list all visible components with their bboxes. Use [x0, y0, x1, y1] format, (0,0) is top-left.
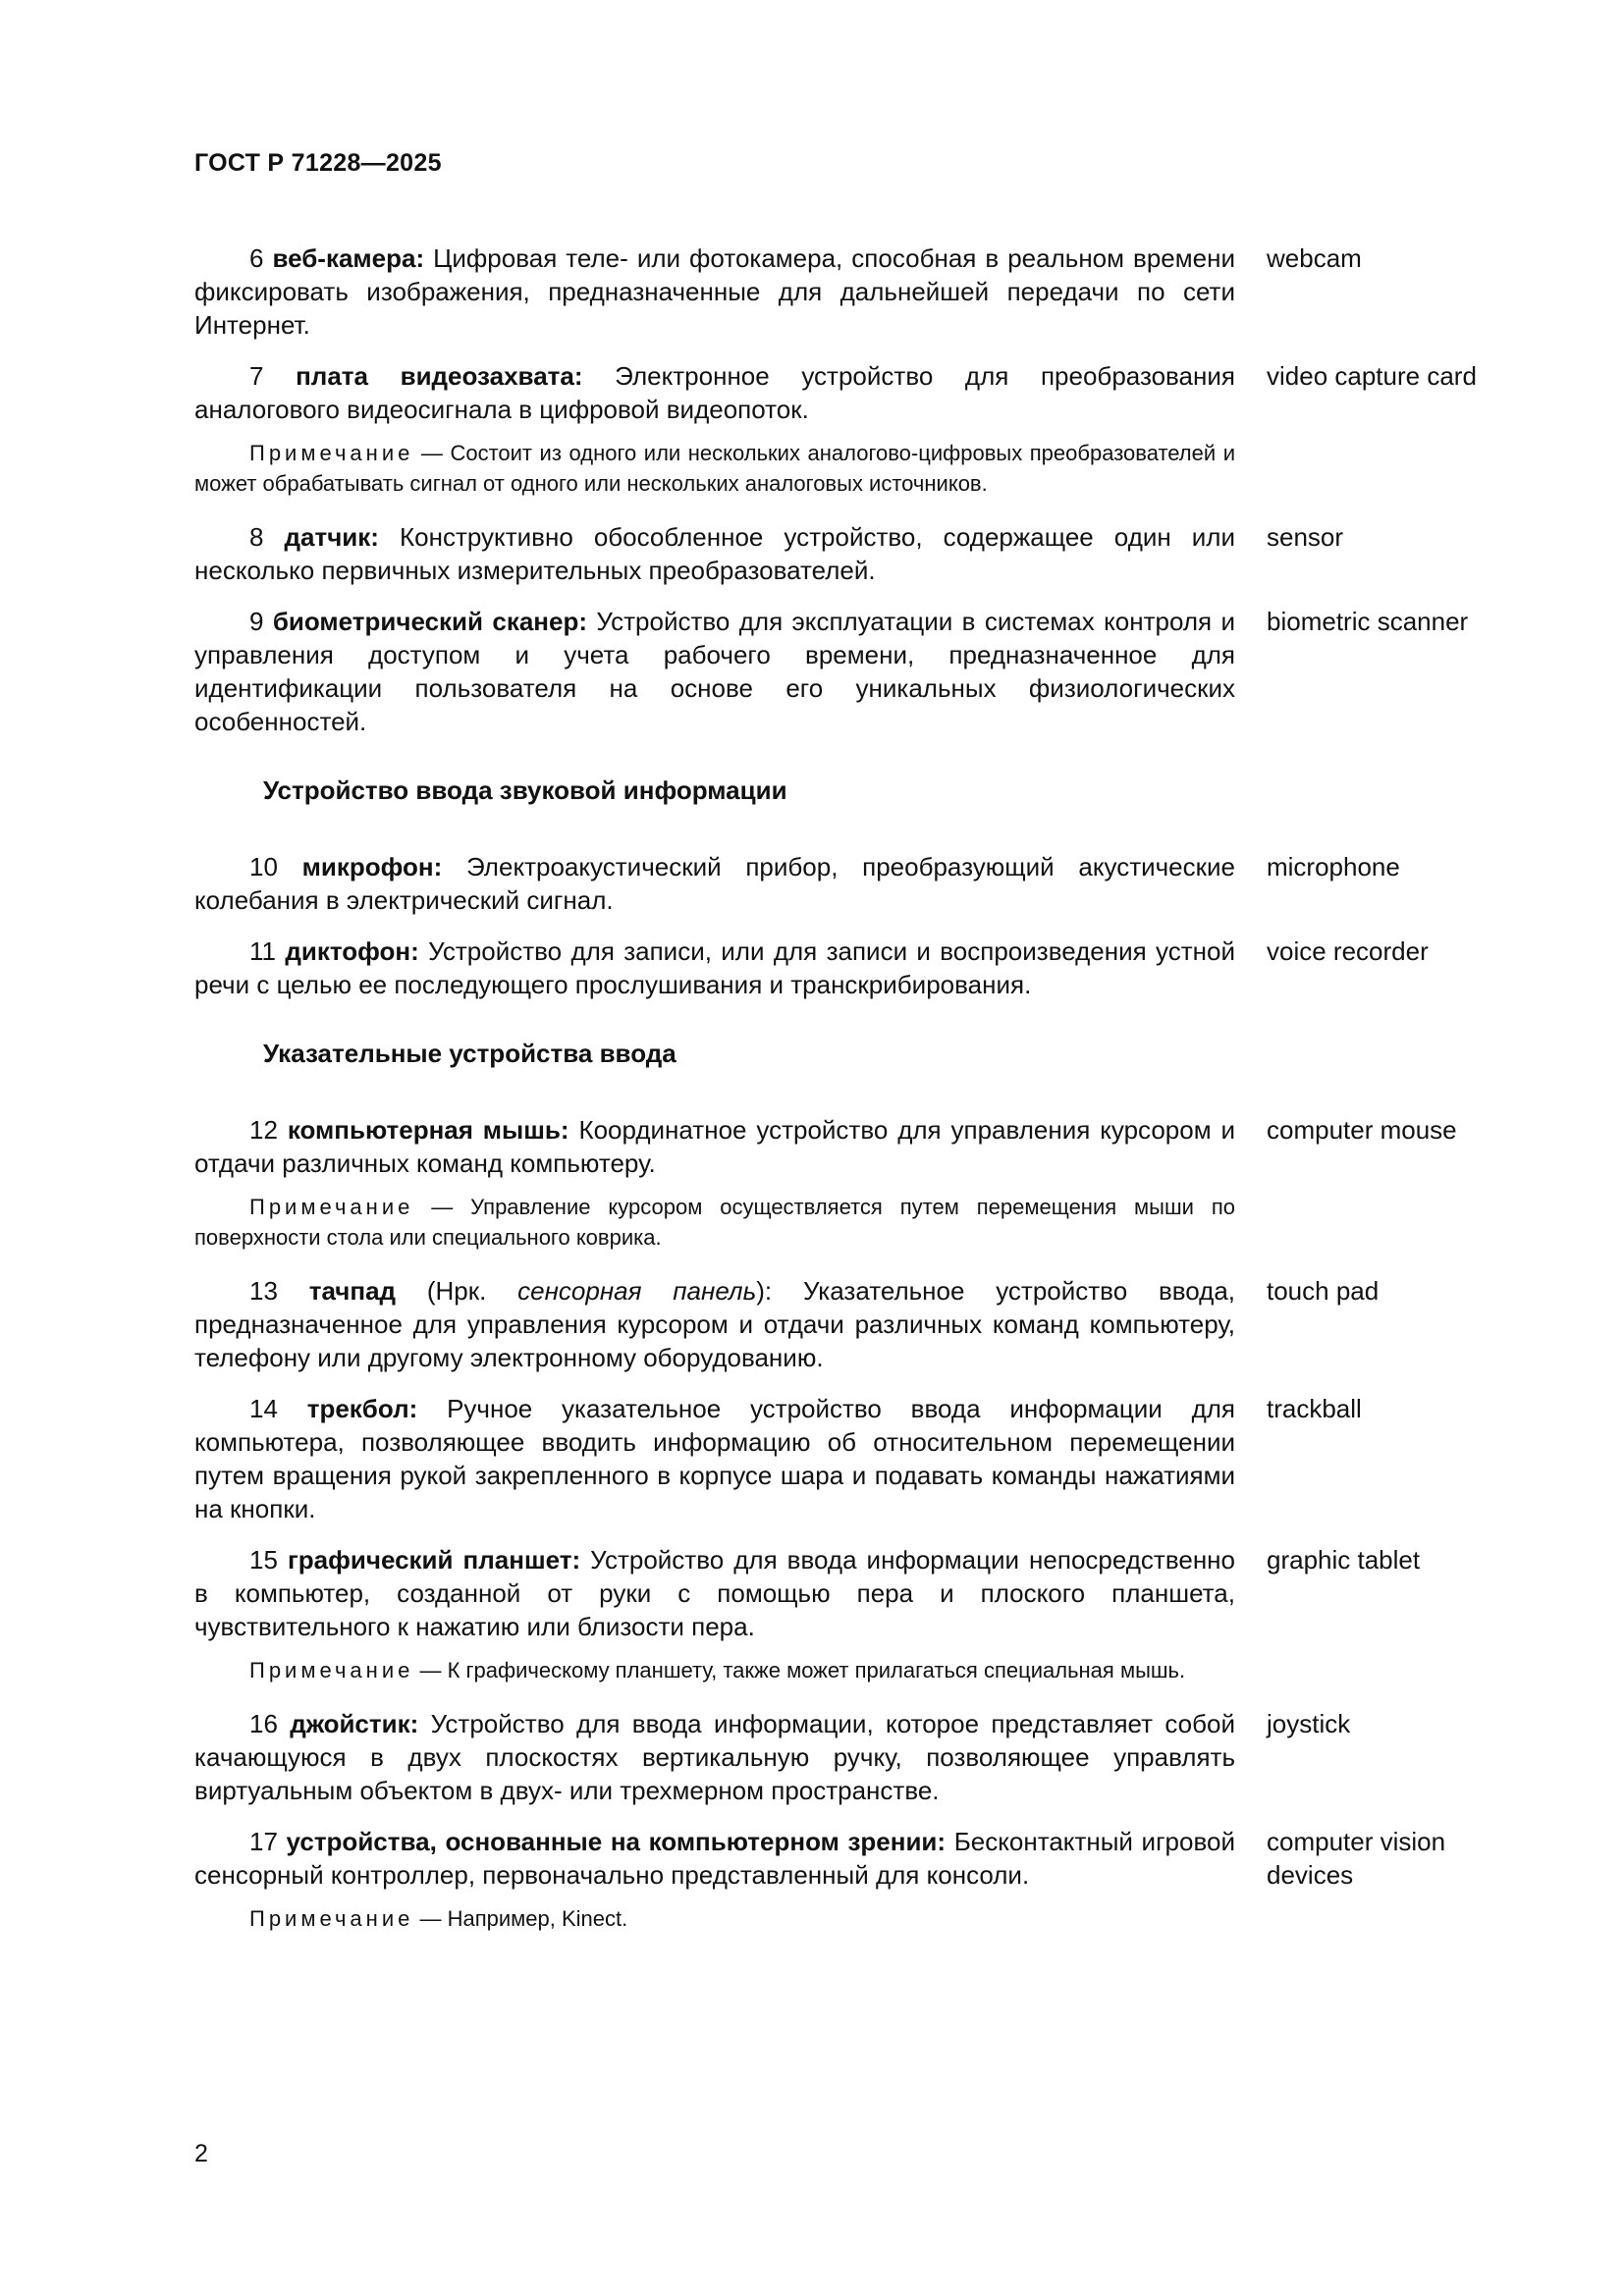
- page-number: 2: [194, 2140, 208, 2167]
- term-text: Электронное устройство для преобразования аналогового видеосигнала в цифровой видеопоток.: [194, 361, 1235, 424]
- term-entry: [194, 1274, 1510, 1374]
- term-name: компьютерная мышь:: [287, 1115, 569, 1145]
- term-name: тачпад: [308, 1276, 397, 1306]
- term-entry: [194, 1392, 1510, 1525]
- note-text: — К графическому планшету, также может прилагаться специальная мышь.: [419, 1658, 1186, 1682]
- term-name: графический планшет:: [287, 1545, 581, 1575]
- term-english: touch pad: [1267, 1276, 1380, 1306]
- term-text: Устройство для записи, или для записи и воспроизведения устной речи с целью ее последующего прослушивания и транскрибирования.: [194, 936, 1235, 999]
- term-number: 16: [249, 1709, 278, 1738]
- term-number: 9: [249, 607, 264, 636]
- term-entry: [194, 241, 1510, 342]
- term-name: трекбол:: [306, 1394, 418, 1423]
- term-text: Бесконтактный игровой сенсорный контроллер, первоначально представленный для консоли.: [194, 1827, 1235, 1890]
- term-english: joystick: [1267, 1709, 1351, 1738]
- term-definition: [194, 1543, 1235, 1643]
- term-entry: [194, 934, 1510, 1001]
- term-definition: [194, 1825, 1235, 1892]
- note-label: Примечание: [249, 441, 414, 465]
- term-name: биометрический сканер:: [272, 607, 588, 636]
- note: [194, 1192, 1235, 1253]
- term-english: computer mouse: [1267, 1115, 1457, 1145]
- term-text: Электроакустический прибор, преобразующий акустические колебания в электрический сигнал.: [194, 852, 1235, 915]
- term-entry: [194, 850, 1510, 917]
- term-definition: [194, 934, 1235, 1001]
- term-nonrec-prefix: (Нрк.: [426, 1276, 487, 1306]
- term-definition: [194, 1707, 1235, 1807]
- term-english: video capture card: [1267, 361, 1477, 391]
- note-label: Примечание: [249, 1906, 414, 1931]
- term-english: microphone: [1267, 852, 1400, 881]
- note: [194, 1903, 1235, 1934]
- term-entry: [194, 359, 1510, 426]
- section-heading-audio: Устройство ввода звуковой информации: [263, 775, 787, 805]
- term-alt-name: сенсорная панель: [517, 1276, 757, 1306]
- term-english: trackball: [1267, 1394, 1362, 1423]
- term-definition: [194, 241, 1235, 342]
- term-text: Конструктивно обособленное устройство, содержащее один или несколько первичных измерительных преобразователей.: [194, 522, 1235, 585]
- term-definition: [194, 605, 1235, 738]
- term-english: sensor: [1267, 522, 1344, 552]
- note-text: — Состоит из одного или нескольких аналогово-цифровых преобразователей и может обрабатывать сигнал от одного или нескольких аналоговых источников.: [194, 441, 1235, 496]
- term-number: 10: [249, 852, 278, 881]
- term-english: graphic tablet: [1267, 1545, 1421, 1575]
- term-definition: [194, 1113, 1235, 1180]
- term-english: computer vision devices: [1267, 1827, 1446, 1890]
- term-number: 8: [249, 522, 264, 552]
- term-entry: [194, 1825, 1510, 1892]
- term-entry: [194, 605, 1510, 738]
- term-number: 12: [249, 1115, 278, 1145]
- note-text: — Управление курсором осуществляется путем перемещения мыши по поверхности стола или специального коврика.: [194, 1195, 1235, 1250]
- term-number: 6: [249, 243, 264, 273]
- note: [194, 438, 1235, 499]
- term-definition: [194, 359, 1235, 426]
- term-definition: [194, 520, 1235, 587]
- term-text: Координатное устройство для управления курсором и отдачи различных команд компьютеру.: [194, 1115, 1235, 1178]
- term-entry: [194, 1543, 1510, 1643]
- term-number: 14: [249, 1394, 278, 1423]
- term-text: Цифровая теле- или фотокамера, способная в реальном времени фиксировать изображения, предназначенные для дальнейшей передачи по сети Интернет.: [194, 243, 1235, 340]
- term-english: webcam: [1267, 243, 1362, 273]
- document-body: [194, 241, 1510, 1955]
- term-number: 7: [249, 361, 264, 391]
- term-name: микрофон:: [301, 852, 443, 881]
- note-text: — Например, Kinect.: [419, 1906, 628, 1931]
- document-header: ГОСТ Р 71228—2025: [194, 149, 442, 177]
- term-entry: [194, 520, 1510, 587]
- term-number: 11: [249, 936, 276, 966]
- term-text: Устройство для эксплуатации в системах контроля и управления доступом и учета рабочего времени, предназначенное для идентификации пользователя на основе его уникальных физиологических особенностей.: [194, 607, 1235, 736]
- term-name: устройства, основанные на компьютерном зрении:: [286, 1827, 947, 1856]
- term-definition: [194, 1392, 1235, 1525]
- term-entry: [194, 1707, 1510, 1807]
- term-text: Указательное устройство ввода, предназначенное для управления курсором и отдачи различных команд компьютеру, телефону или другому электронному оборудованию.: [194, 1276, 1236, 1372]
- note-label: Примечание: [249, 1195, 414, 1219]
- term-name: датчик:: [284, 522, 379, 552]
- term-name: плата видеозахвата:: [296, 361, 583, 391]
- term-text: Устройство для ввода информации непосредственно в компьютер, созданной от руки с помощью пера и плоского планшета, чувствительного к нажатию или близости пера.: [194, 1545, 1235, 1641]
- term-nonrec-suffix: ):: [756, 1276, 773, 1306]
- term-english: voice recorder: [1267, 936, 1429, 966]
- term-definition: [194, 1274, 1235, 1374]
- term-text: Ручное указательное устройство ввода информации для компьютера, позволяющее вводить информацию об относительном перемещении путем вращения рукой закрепленного в корпусе шара и подавать команды нажатиями на кнопки.: [194, 1394, 1235, 1523]
- term-english: biometric scanner: [1267, 607, 1469, 636]
- term-name: джойстик:: [290, 1709, 419, 1738]
- section-heading-pointing: Указательные устройства ввода: [263, 1039, 677, 1068]
- note: [194, 1655, 1235, 1685]
- term-number: 13: [249, 1276, 278, 1306]
- term-name: веб-камера:: [272, 243, 425, 273]
- note-label: Примечание: [249, 1658, 414, 1682]
- term-definition: [194, 850, 1235, 917]
- term-number: 15: [249, 1545, 278, 1575]
- term-name: диктофон:: [285, 936, 419, 966]
- term-number: 17: [249, 1827, 278, 1856]
- term-text: Устройство для ввода информации, которое представляет собой качающуюся в двух плоскостях вертикальную ручку, позволяющее управлять виртуальным объектом в двух- или трехмерном пространстве.: [194, 1709, 1236, 1805]
- term-entry: [194, 1113, 1510, 1180]
